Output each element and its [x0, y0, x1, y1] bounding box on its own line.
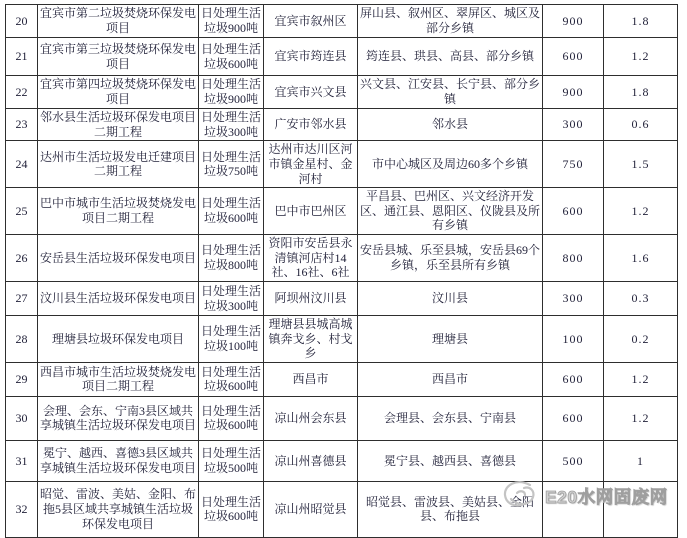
cell-value-2 [604, 481, 678, 537]
cell-project-name: 昭觉、雷波、美姑、金阳、布拖5县区域共享城镇生活垃圾环保发电项目 [38, 481, 199, 537]
cell-project-location: 凉山州昭觉县 [264, 481, 358, 537]
cell-value-1: 500 [543, 440, 604, 481]
table-row [6, 109, 678, 141]
cell-project-location: 宜宾市筠连县 [264, 38, 358, 76]
cell-value-1: 800 [543, 235, 604, 282]
cell-project-location: 凉山州会东县 [264, 396, 358, 440]
cell-value-2: 1.8 [604, 5, 678, 38]
cell-daily-capacity: 日处理生活垃圾100吨 [199, 316, 264, 363]
cell-value-1: 750 [543, 141, 604, 188]
cell-service-area: 安岳县城、乐至县城，安岳县69个乡镇，乐至县所有乡镇 [358, 235, 543, 282]
cell-row-number: 31 [6, 440, 38, 481]
cell-row-number: 30 [6, 396, 38, 440]
cell-project-name: 宜宾市第三垃圾焚烧环保发电项目 [38, 38, 199, 76]
cell-daily-capacity: 日处理生活垃圾750吨 [199, 141, 264, 188]
cell-project-location: 达州市达川区河市镇金星村、金河村 [264, 141, 358, 188]
cell-service-area: 兴文县、江安县、长宁县、部分乡镇 [358, 76, 543, 109]
table-row [6, 481, 678, 537]
cell-value-1: 600 [543, 396, 604, 440]
cell-value-1: 300 [543, 282, 604, 316]
cell-project-name: 安岳县生活垃圾环保发电项目 [38, 235, 199, 282]
table-row [6, 282, 678, 316]
cell-value-1: 900 [543, 5, 604, 38]
projects-table-body [6, 5, 678, 538]
cell-row-number: 21 [6, 38, 38, 76]
cell-row-number: 28 [6, 316, 38, 363]
cell-value-2: 0.3 [604, 282, 678, 316]
cell-daily-capacity: 日处理生活垃圾600吨 [199, 481, 264, 537]
cell-value-2: 0.2 [604, 316, 678, 363]
cell-row-number: 26 [6, 235, 38, 282]
cell-project-name: 西昌市城市生活垃圾焚烧发电项目二期工程 [38, 362, 199, 396]
cell-value-1: 600 [543, 38, 604, 76]
cell-project-name: 理塘县垃圾环保发电项目 [38, 316, 199, 363]
cell-value-1: 600 [543, 188, 604, 235]
cell-value-2: 1.5 [604, 141, 678, 188]
cell-project-location: 广安市邻水县 [264, 109, 358, 141]
cell-service-area: 西昌市 [358, 362, 543, 396]
cell-value-1: 900 [543, 76, 604, 109]
cell-project-name: 汶川县生活垃圾环保发电项目 [38, 282, 199, 316]
cell-service-area: 冕宁县、越西县、喜德县 [358, 440, 543, 481]
cell-project-name: 巴中市城市生活垃圾焚烧发电项目二期工程 [38, 188, 199, 235]
cell-value-1 [543, 481, 604, 537]
cell-daily-capacity: 日处理生活垃圾500吨 [199, 440, 264, 481]
cell-project-location: 宜宾市兴文县 [264, 76, 358, 109]
cell-value-2: 1.2 [604, 188, 678, 235]
cell-project-location: 巴中市巴州区 [264, 188, 358, 235]
projects-table [5, 4, 678, 538]
cell-row-number: 32 [6, 481, 38, 537]
cell-daily-capacity: 日处理生活垃圾900吨 [199, 76, 264, 109]
table-row [6, 5, 678, 38]
cell-daily-capacity: 日处理生活垃圾600吨 [199, 396, 264, 440]
cell-value-1: 100 [543, 316, 604, 363]
cell-project-location: 资阳市安岳县永清镇河店村14社、16社、6社 [264, 235, 358, 282]
cell-service-area: 昭觉县、雷波县、美姑县、金阳县、布拖县 [358, 481, 543, 537]
table-row [6, 235, 678, 282]
cell-value-2: 1.8 [604, 76, 678, 109]
cell-service-area: 汶川县 [358, 282, 543, 316]
table-row [6, 38, 678, 76]
cell-row-number: 27 [6, 282, 38, 316]
cell-daily-capacity: 日处理生活垃圾300吨 [199, 282, 264, 316]
table-row [6, 76, 678, 109]
cell-project-name: 邻水县生活垃圾环保发电项目二期工程 [38, 109, 199, 141]
cell-service-area: 会理县、会东县、宁南县 [358, 396, 543, 440]
cell-project-name: 达州市生活垃圾发电迁建项目二期工程 [38, 141, 199, 188]
cell-value-2: 1.2 [604, 396, 678, 440]
cell-row-number: 24 [6, 141, 38, 188]
cell-project-location: 西昌市 [264, 362, 358, 396]
cell-daily-capacity: 日处理生活垃圾600吨 [199, 362, 264, 396]
cell-row-number: 25 [6, 188, 38, 235]
cell-value-1: 300 [543, 109, 604, 141]
table-row [6, 396, 678, 440]
cell-row-number: 23 [6, 109, 38, 141]
cell-project-name: 冕宁、越西、喜德3县区域共享城镇生活垃圾环保发电项目 [38, 440, 199, 481]
cell-service-area: 平昌县、巴州区、兴文经济开发区、通江县、恩阳区、仪陇县及所有乡镇 [358, 188, 543, 235]
cell-value-2: 1.2 [604, 38, 678, 76]
watermark-text: E20水网固废网 [545, 486, 668, 507]
cell-daily-capacity: 日处理生活垃圾600吨 [199, 188, 264, 235]
cell-project-location: 宜宾市叙州区 [264, 5, 358, 38]
table-row [6, 141, 678, 188]
cell-value-2: 1.2 [604, 362, 678, 396]
cell-value-2: 1.6 [604, 235, 678, 282]
cell-service-area: 屏山县、叙州区、翠屏区、城区及部分乡镇 [358, 5, 543, 38]
cell-project-name: 宜宾市第二垃圾焚烧环保发电项目 [38, 5, 199, 38]
cell-project-name: 会理、会东、宁南3县区域共享城镇生活垃圾环保发电项目 [38, 396, 199, 440]
cell-project-location: 阿坝州汶川县 [264, 282, 358, 316]
cell-value-2: 0.6 [604, 109, 678, 141]
cell-service-area: 筠连县、珙县、高县、部分乡镇 [358, 38, 543, 76]
cell-row-number: 22 [6, 76, 38, 109]
cell-project-location: 凉山州喜德县 [264, 440, 358, 481]
cell-row-number: 29 [6, 362, 38, 396]
cell-project-name: 宜宾市第四垃圾焚烧环保发电项目 [38, 76, 199, 109]
table-row [6, 362, 678, 396]
cell-daily-capacity: 日处理生活垃圾900吨 [199, 5, 264, 38]
cell-value-2: 1 [604, 440, 678, 481]
table-row [6, 440, 678, 481]
cell-project-location: 理塘县县城高城镇奔戈乡、村戈乡 [264, 316, 358, 363]
cell-daily-capacity: 日处理生活垃圾600吨 [199, 38, 264, 76]
cell-service-area: 市中心城区及周边60多个乡镇 [358, 141, 543, 188]
cell-daily-capacity: 日处理生活垃圾800吨 [199, 235, 264, 282]
cell-service-area: 邻水县 [358, 109, 543, 141]
cell-row-number: 20 [6, 5, 38, 38]
cell-value-1: 600 [543, 362, 604, 396]
table-row [6, 316, 678, 363]
cell-daily-capacity: 日处理生活垃圾300吨 [199, 109, 264, 141]
cell-service-area: 理塘县 [358, 316, 543, 363]
table-row [6, 188, 678, 235]
